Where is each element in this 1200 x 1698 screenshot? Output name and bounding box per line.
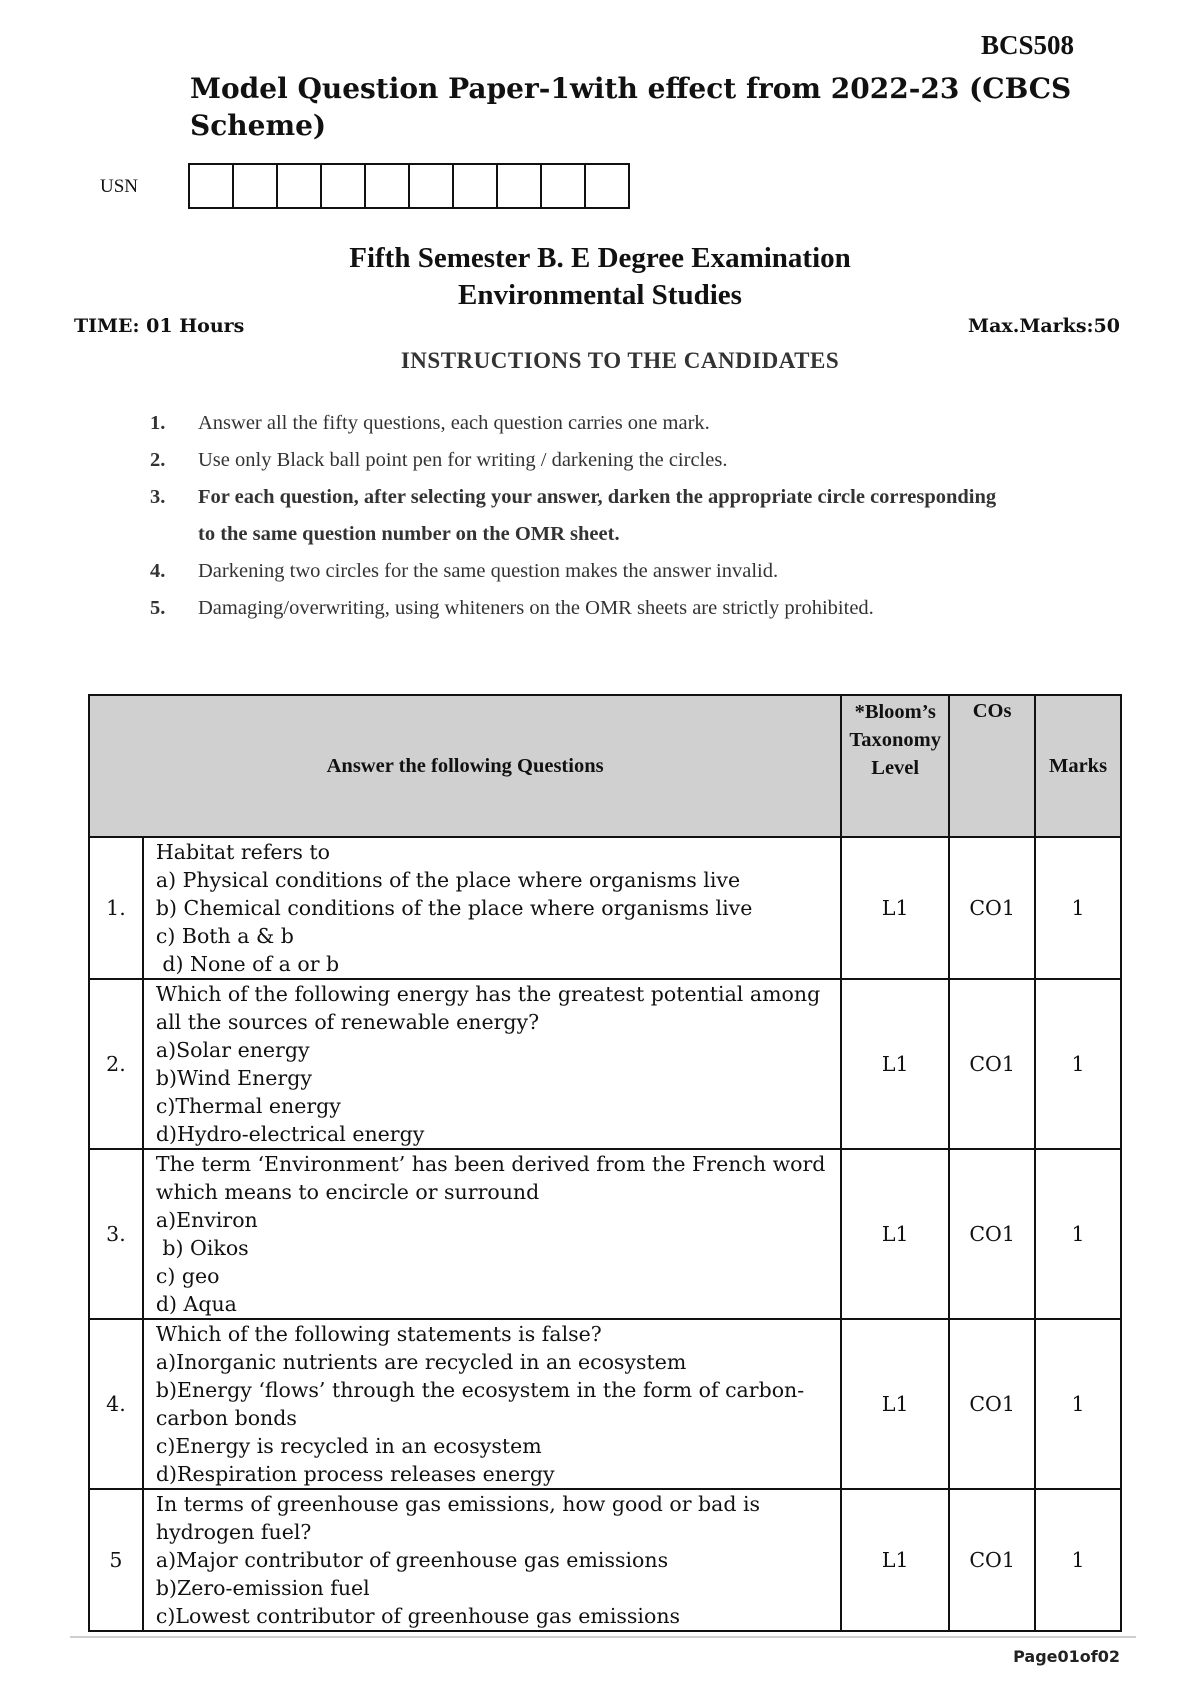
question-line: c)Lowest contributor of greenhouse gas emissions (155, 1604, 681, 1628)
table-row (89, 1149, 1121, 1319)
question-table (88, 694, 1122, 1632)
table-row (89, 1319, 1121, 1489)
blooms-level: L1 (841, 837, 949, 979)
table-row (89, 837, 1121, 979)
usn-box (234, 165, 278, 207)
question-line: c)Energy is recycled in an ecosystem (155, 1434, 542, 1458)
paper-title: Model Question Paper-1with effect from 2022-23 (CBCS Scheme) (190, 72, 1072, 142)
usn-box (278, 165, 322, 207)
question-line: The term ‘Environment’ has been derived from the French word which means to encircle or surround (155, 1152, 826, 1204)
question-text (143, 837, 841, 979)
instruction-text: Darkening two circles for the same question makes the answer invalid. (198, 560, 779, 582)
instruction-item (150, 442, 1010, 479)
usn-entry-boxes (188, 163, 630, 209)
question-line: d)Respiration process releases energy (155, 1462, 555, 1486)
question-line: b) Chemical conditions of the place where organisms live (155, 896, 753, 920)
time-duration: TIME: 01 Hours (74, 315, 245, 337)
instruction-text: Use only Black ball point pen for writing / darkening the circles. (198, 449, 728, 471)
question-text (143, 1489, 841, 1631)
question-number: 5 (89, 1489, 143, 1631)
marks-header: Marks (1035, 695, 1121, 837)
question-number: 2. (89, 979, 143, 1149)
question-line: d) Aqua (155, 1292, 237, 1316)
usn-box (190, 165, 234, 207)
table-header-row (89, 695, 1121, 837)
question-number: 4. (89, 1319, 143, 1489)
usn-box (322, 165, 366, 207)
course-outcome: CO1 (949, 837, 1035, 979)
question-line: a)Solar energy (155, 1038, 310, 1062)
question-marks: 1 (1035, 837, 1121, 979)
instruction-item (150, 553, 1010, 590)
question-text (143, 1319, 841, 1489)
question-line: a)Inorganic nutrients are recycled in an ecosystem (155, 1350, 687, 1374)
question-line: a)Environ (155, 1208, 258, 1232)
question-line: Which of the following energy has the greatest potential among all the sources of renewable energy? (155, 982, 821, 1034)
usn-box (366, 165, 410, 207)
exam-heading (0, 240, 1200, 314)
course-outcome: CO1 (949, 1489, 1035, 1631)
page-number: Page01of02 (1013, 1647, 1120, 1666)
cos-header: COs (949, 695, 1035, 837)
usn-label: USN (100, 176, 139, 197)
question-marks: 1 (1035, 1489, 1121, 1631)
instruction-text: Answer all the fifty questions, each question carries one mark. (198, 412, 710, 434)
question-line: b)Zero-emission fuel (155, 1576, 370, 1600)
instruction-number: 2. (150, 449, 166, 471)
instructions-list (150, 405, 1010, 627)
course-outcome: CO1 (949, 1149, 1035, 1319)
blooms-level: L1 (841, 1489, 949, 1631)
usn-box (586, 165, 628, 207)
question-line: a)Major contributor of greenhouse gas emissions (155, 1548, 669, 1572)
instruction-item (150, 590, 1010, 627)
blooms-level: L1 (841, 1149, 949, 1319)
instruction-number: 4. (150, 560, 166, 582)
usn-box (542, 165, 586, 207)
instruction-number: 5. (150, 597, 166, 619)
question-text (143, 1149, 841, 1319)
question-line: d) None of a or b (155, 952, 340, 976)
question-line: c)Thermal energy (155, 1094, 341, 1118)
max-marks: Max.Marks:50 (968, 315, 1120, 337)
instructions-title: INSTRUCTIONS TO THE CANDIDATES (400, 348, 840, 373)
usn-box (410, 165, 454, 207)
blooms-level-header: *Bloom’s Taxonomy Level (841, 695, 949, 837)
question-line: In terms of greenhouse gas emissions, how good or bad is hydrogen fuel? (155, 1492, 761, 1544)
instruction-item (150, 405, 1010, 442)
usn-box (454, 165, 498, 207)
course-code: BCS508 (980, 30, 1074, 60)
question-line: c) geo (155, 1264, 220, 1288)
question-line: a) Physical conditions of the place where organisms live (155, 868, 741, 892)
question-marks: 1 (1035, 979, 1121, 1149)
question-line: Which of the following statements is false? (155, 1322, 602, 1346)
exam-name: Fifth Semester B. E Degree Examination (349, 242, 851, 274)
question-column-header: Answer the following Questions (89, 695, 841, 837)
question-line: c) Both a & b (155, 924, 294, 948)
footer-divider (70, 1636, 1136, 1638)
instruction-number: 3. (150, 486, 166, 508)
instruction-text: Damaging/overwriting, using whiteners on the OMR sheets are strictly prohibited. (198, 597, 874, 619)
question-line: b) Oikos (155, 1236, 249, 1260)
question-line: b)Energy ‘flows’ through the ecosystem in the form of carbon-carbon bonds (155, 1378, 805, 1430)
instruction-item (150, 479, 1010, 553)
course-outcome: CO1 (949, 979, 1035, 1149)
question-line: d)Hydro-electrical energy (155, 1122, 425, 1146)
question-number: 3. (89, 1149, 143, 1319)
table-row (89, 1489, 1121, 1631)
instruction-text: For each question, after selecting your answer, darken the appropriate circle corresponding to the same question number on the OMR sheet. (198, 486, 997, 545)
question-line: b)Wind Energy (155, 1066, 312, 1090)
question-line: Habitat refers to (155, 840, 330, 864)
table-row (89, 979, 1121, 1149)
course-outcome: CO1 (949, 1319, 1035, 1489)
usn-box (498, 165, 542, 207)
question-marks: 1 (1035, 1319, 1121, 1489)
question-text (143, 979, 841, 1149)
instruction-number: 1. (150, 412, 166, 434)
blooms-level: L1 (841, 979, 949, 1149)
blooms-level: L1 (841, 1319, 949, 1489)
question-marks: 1 (1035, 1149, 1121, 1319)
question-number: 1. (89, 837, 143, 979)
subject-name: Environmental Studies (458, 279, 742, 311)
